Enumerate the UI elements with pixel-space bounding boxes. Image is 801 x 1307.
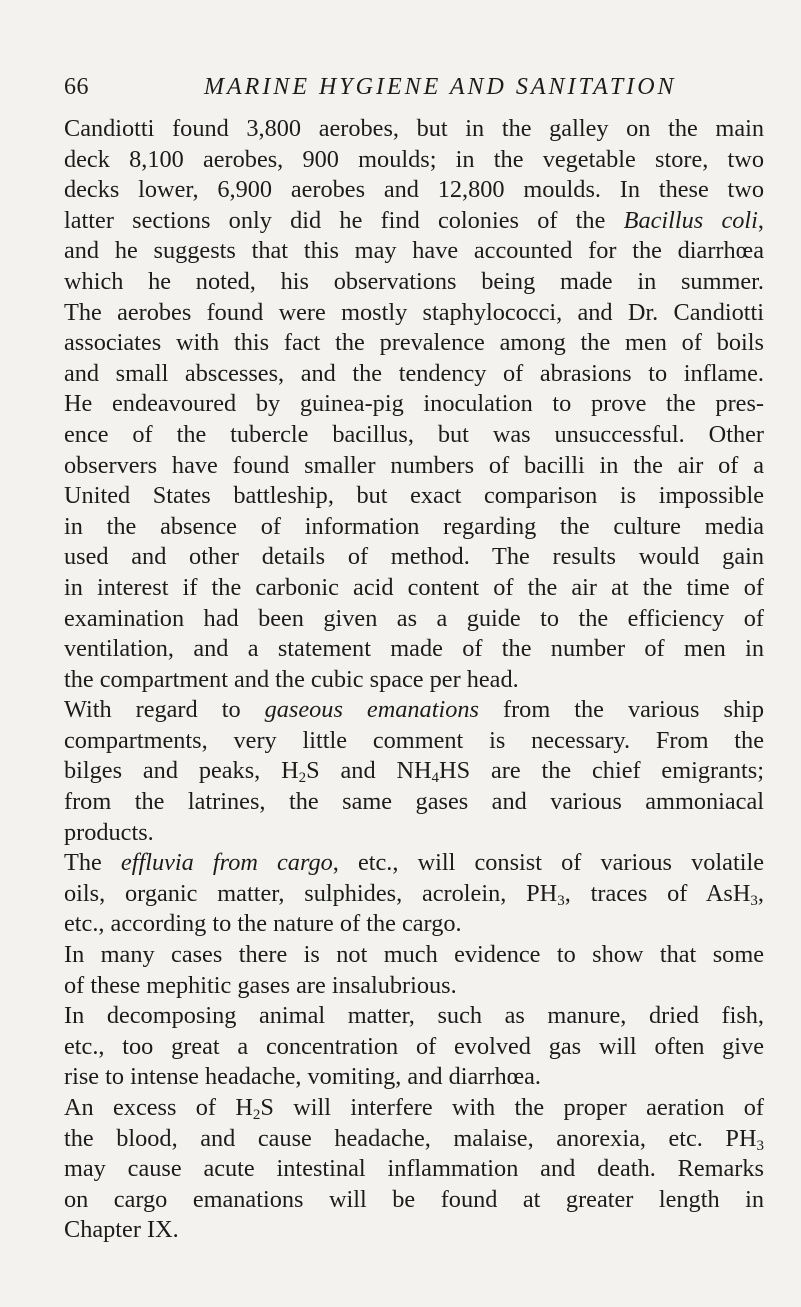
text-line: which he noted, his observations being made in summer. bbox=[64, 267, 764, 295]
text-line: Chapter IX. bbox=[64, 1216, 179, 1244]
text-line: used and other details of method. The results would gain bbox=[64, 543, 764, 571]
text-line: from the latrines, the same gases and various ammoniacal bbox=[64, 788, 764, 816]
text-line: the compartment and the cubic space per head. bbox=[64, 665, 519, 693]
text-line: United States battleship, but exact comparison is impossible bbox=[64, 482, 764, 510]
text-line: bilges and peaks, $H_2S$ and $NH_4HS$ are the chief emigrants; bbox=[64, 757, 764, 787]
text-line: in the absence of information regarding the culture media bbox=[64, 512, 764, 540]
body-text bbox=[64, 114, 764, 1246]
text-line: decks lower, 6,900 aerobes and 12,800 moulds. In these two bbox=[64, 176, 764, 204]
text-line: In decomposing animal matter, such as manure, dried fish, bbox=[64, 1002, 764, 1030]
text-line: oils, organic matter, sulphides, acrolein, $PH_3$, traces of AsH$_3$, bbox=[64, 879, 764, 909]
text-line: compartments, very little comment is necessary. From the bbox=[64, 726, 764, 754]
text-line: An excess of $H_2S$ will interfere with the proper aeration of bbox=[64, 1094, 764, 1123]
text-line: With regard to gaseous emanations from the various ship bbox=[64, 696, 764, 724]
text-line: He endeavoured by guinea-pig inoculation to prove the pres- bbox=[64, 390, 764, 418]
text-line: products. bbox=[64, 818, 154, 846]
page-number: 66 bbox=[64, 74, 89, 100]
text-line: on cargo emanations will be found at greater length in bbox=[64, 1185, 764, 1213]
text-line: etc., too great a concentration of evolved gas will often give bbox=[64, 1032, 764, 1060]
text-line: may cause acute intestinal inflammation and death. Remarks bbox=[64, 1155, 764, 1183]
running-title: MARINE HYGIENE AND SANITATION bbox=[204, 74, 677, 100]
text-line: latter sections only did he find colonies of the Bacillus coli, bbox=[64, 206, 764, 234]
text-line: and he suggests that this may have accounted for the diarrhœa bbox=[64, 237, 764, 265]
text-line: deck 8,100 aerobes, 900 moulds; in the vegetable store, two bbox=[64, 145, 764, 173]
page-header bbox=[64, 74, 764, 108]
text-line: In many cases there is not much evidence to show that some bbox=[64, 941, 764, 969]
text-line: Candiotti found 3,800 aerobes, but in the galley on the main bbox=[64, 115, 764, 142]
text-line: rise to intense headache, vomiting, and diarrhœa. bbox=[64, 1063, 542, 1091]
text-line: in interest if the carbonic acid content of the air at the time of bbox=[64, 573, 764, 601]
text-line: ence of the tubercle bacillus, but was unsuccessful. Other bbox=[64, 420, 764, 448]
text-line: of these mephitic gases are insalubrious. bbox=[64, 971, 457, 999]
text-line: ventilation, and a statement made of the number of men in bbox=[64, 635, 764, 663]
text-line: the blood, and cause headache, malaise, anorexia, etc. $PH_3$ bbox=[64, 1124, 764, 1154]
text-line: etc., according to the nature of the cargo. bbox=[64, 910, 462, 938]
text-line: examination had been given as a guide to the efficiency of bbox=[64, 604, 764, 632]
text-line: The effluvia from cargo, etc., will consist of various volatile bbox=[64, 849, 764, 877]
text-line: The aerobes found were mostly staphylococci, and Dr. Candiotti bbox=[64, 298, 764, 326]
text-line: and small abscesses, and the tendency of abrasions to inflame. bbox=[64, 359, 764, 387]
text-line: associates with this fact the prevalence among the men of boils bbox=[64, 329, 764, 357]
text-line: observers have found smaller numbers of bacilli in the air of a bbox=[64, 451, 764, 479]
